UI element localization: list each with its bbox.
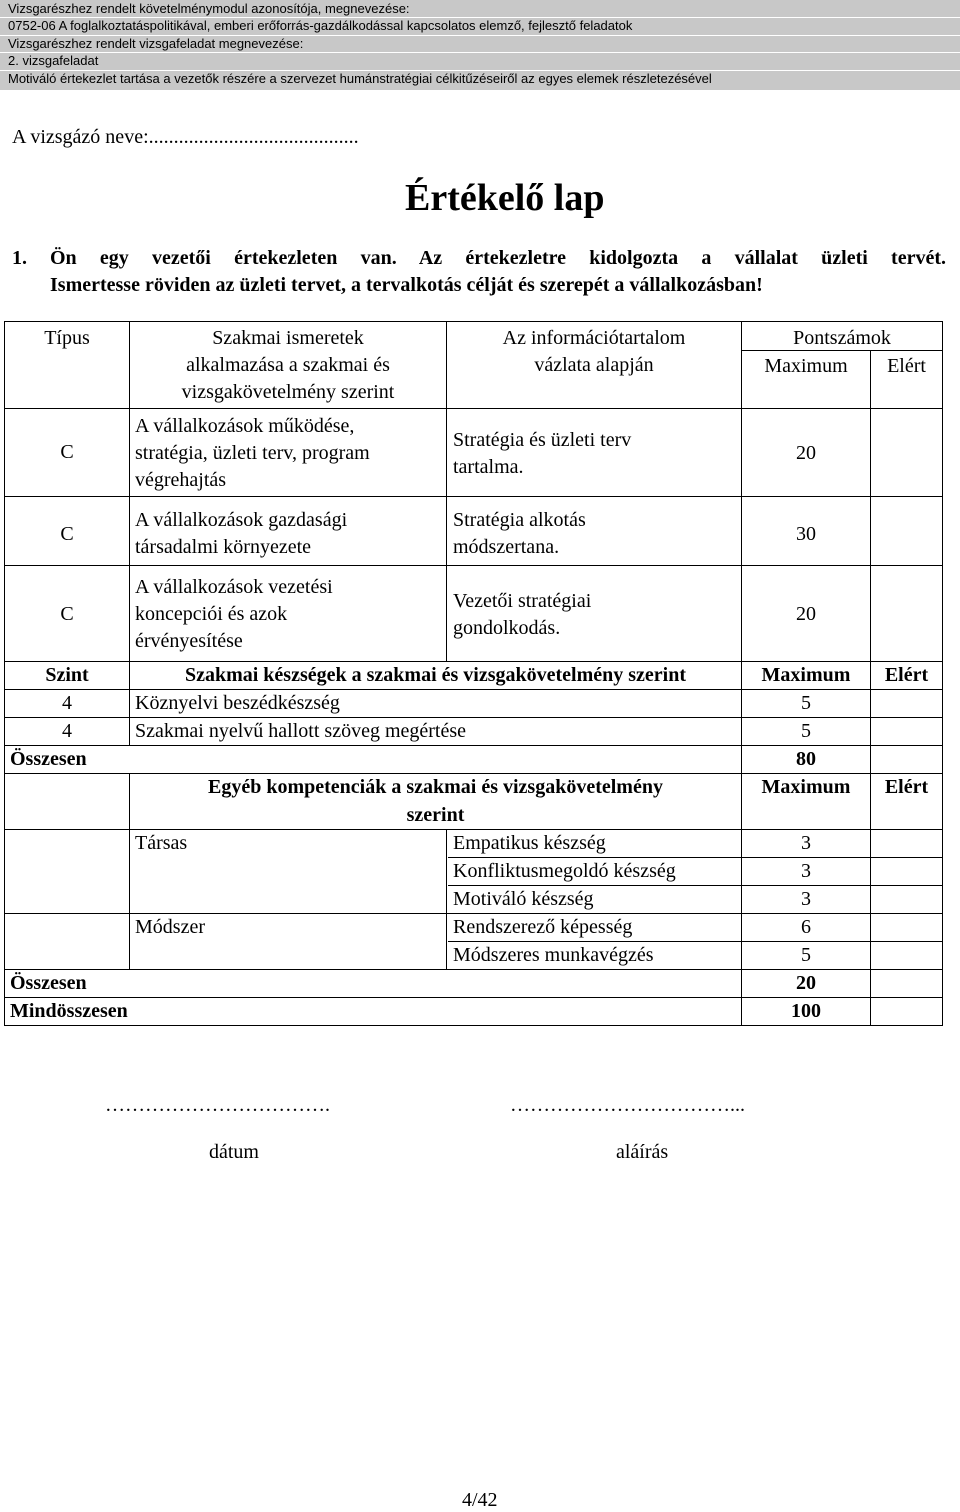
header-divider — [0, 52, 960, 53]
table-row-label: Köznyelvi beszédkészség — [135, 692, 340, 714]
total-value: 80 — [796, 748, 816, 770]
table-row-info: Vezetői stratégiai — [453, 590, 592, 612]
table-row-info: tartalma. — [453, 456, 524, 478]
table-row-info: Stratégia és üzleti terv — [453, 429, 632, 451]
table-row-max: 3 — [801, 860, 811, 882]
table-row-info: módszertana. — [453, 536, 560, 558]
col-header-szakmai: alkalmazása a szakmai és — [186, 354, 390, 376]
table-border — [4, 565, 943, 566]
col-header-info: vázlata alapján — [534, 354, 654, 376]
table-border — [4, 321, 943, 322]
question-line-2: Ismertesse röviden az üzleti tervet, a tervalkotás célját és szerepét a vállalkozásban! — [50, 274, 763, 296]
table-border — [446, 829, 447, 969]
page-title: Értékelő lap — [405, 177, 605, 219]
table-row-type: C — [60, 523, 74, 545]
table-row-skill: érvényesítése — [135, 630, 243, 652]
col-header-skills: Szakmai készségek a szakmai és vizsgakövetelmény szerint — [184, 664, 687, 686]
table-border — [4, 1025, 943, 1026]
header-line-5: Motiváló értekezlet tartása a vezetők részére a szervezet humánstratégiai célkitűzéseiről az egyes elemek részletezésével — [8, 71, 712, 86]
table-border — [4, 408, 943, 409]
table-row-level: 4 — [62, 692, 72, 714]
table-row-group: Módszer — [135, 916, 205, 938]
table-row-group: Társas — [135, 832, 188, 854]
table-border — [870, 661, 871, 1025]
header-divider — [0, 35, 960, 36]
page-number: 4/42 — [462, 1489, 498, 1511]
table-row-max: 5 — [801, 692, 811, 714]
table-border — [870, 350, 871, 661]
col-header-elert: Elért — [884, 664, 929, 686]
table-row-label: Szakmai nyelvű hallott szöveg megértése — [135, 720, 467, 742]
table-row-info: gondolkodás. — [453, 617, 561, 639]
table-row-label: Módszeres munkavégzés — [453, 944, 654, 966]
question-number: 1. — [12, 247, 27, 269]
table-row-label: Empatikus készség — [453, 832, 606, 854]
col-header-szakmai: vizsgakövetelmény szerint — [181, 381, 395, 403]
table-row-skill: társadalmi környezete — [135, 536, 312, 558]
table-row-max: 6 — [801, 916, 811, 938]
table-row-max: 3 — [801, 888, 811, 910]
col-header-info: Az információtartalom — [502, 327, 686, 349]
total-label: Összesen — [10, 748, 87, 770]
header-divider — [0, 17, 960, 18]
table-row-info: Stratégia alkotás — [453, 509, 586, 531]
table-row-type: C — [60, 603, 74, 625]
header-divider — [0, 70, 960, 71]
col-header-elert: Elért — [887, 355, 926, 377]
question-line-1: Ön egy vezetői értekezleten van. Az értekezletre kidolgozta a vállalat üzleti tervét. — [50, 247, 946, 269]
table-row-max: 5 — [801, 944, 811, 966]
col-header-other: Egyéb kompetenciák a szakmai és vizsgakövetelmény — [208, 776, 663, 798]
table-row-label: Motiváló készség — [453, 888, 594, 910]
header-line-4: 2. vizsgafeladat — [8, 53, 99, 68]
col-header-other: szerint — [406, 804, 465, 826]
table-row-max: 5 — [801, 720, 811, 742]
header-line-2: 0752-06 A foglalkoztatáspolitikával, emberi erőforrás-gazdálkodással kapcsolatos elemző, fejlesztő feladatok — [8, 18, 633, 33]
table-row-max: 20 — [796, 603, 816, 625]
header-line-3: Vizsgarészhez rendelt vizsgafeladat megnevezése: — [8, 36, 304, 51]
col-header-maximum: Maximum — [761, 664, 851, 686]
col-header-szint: Szint — [45, 664, 89, 686]
table-row-label: Konfliktusmegoldó készség — [453, 860, 676, 882]
table-border — [4, 496, 943, 497]
date-dotted-line: ……………………………. — [105, 1094, 330, 1116]
table-row-skill: A vállalkozások működése, — [135, 415, 355, 437]
document-header — [0, 0, 960, 90]
table-row-skill: koncepciói és azok — [135, 603, 288, 625]
col-header-maximum: Maximum — [764, 355, 848, 377]
signature-dotted-line: ……………………………... — [510, 1094, 745, 1116]
total-label: Összesen — [10, 972, 87, 994]
table-row-label: Rendszerező képesség — [453, 916, 633, 938]
table-row-level: 4 — [62, 720, 72, 742]
col-header-szakmai: Szakmai ismeretek — [212, 327, 364, 349]
date-label: dátum — [209, 1141, 259, 1163]
grand-total-value: 100 — [791, 1000, 821, 1022]
table-border — [942, 321, 943, 1026]
col-header-elert: Elért — [884, 776, 929, 798]
table-row-max: 20 — [796, 442, 816, 464]
signature-label: aláírás — [616, 1141, 669, 1163]
grand-total-label: Mindösszesen — [10, 1000, 128, 1022]
table-row-skill: stratégia, üzleti terv, program — [135, 442, 370, 464]
col-header-maximum: Maximum — [761, 776, 851, 798]
col-header-tipus: Típus — [44, 327, 90, 349]
table-row-skill: A vállalkozások vezetési — [135, 576, 333, 598]
header-line-1: Vizsgarészhez rendelt követelménymodul azonosítója, megnevezése: — [8, 1, 410, 16]
table-row-type: C — [60, 441, 74, 463]
table-row-skill: A vállalkozások gazdasági — [135, 509, 348, 531]
candidate-name-field: A vizsgázó neve:.......................................... — [12, 126, 359, 148]
table-row-max: 3 — [801, 832, 811, 854]
table-row-max: 30 — [796, 523, 816, 545]
total-value: 20 — [796, 972, 816, 994]
table-row-skill: végrehajtás — [135, 469, 227, 491]
col-header-pontszamok: Pontszámok — [793, 327, 891, 349]
